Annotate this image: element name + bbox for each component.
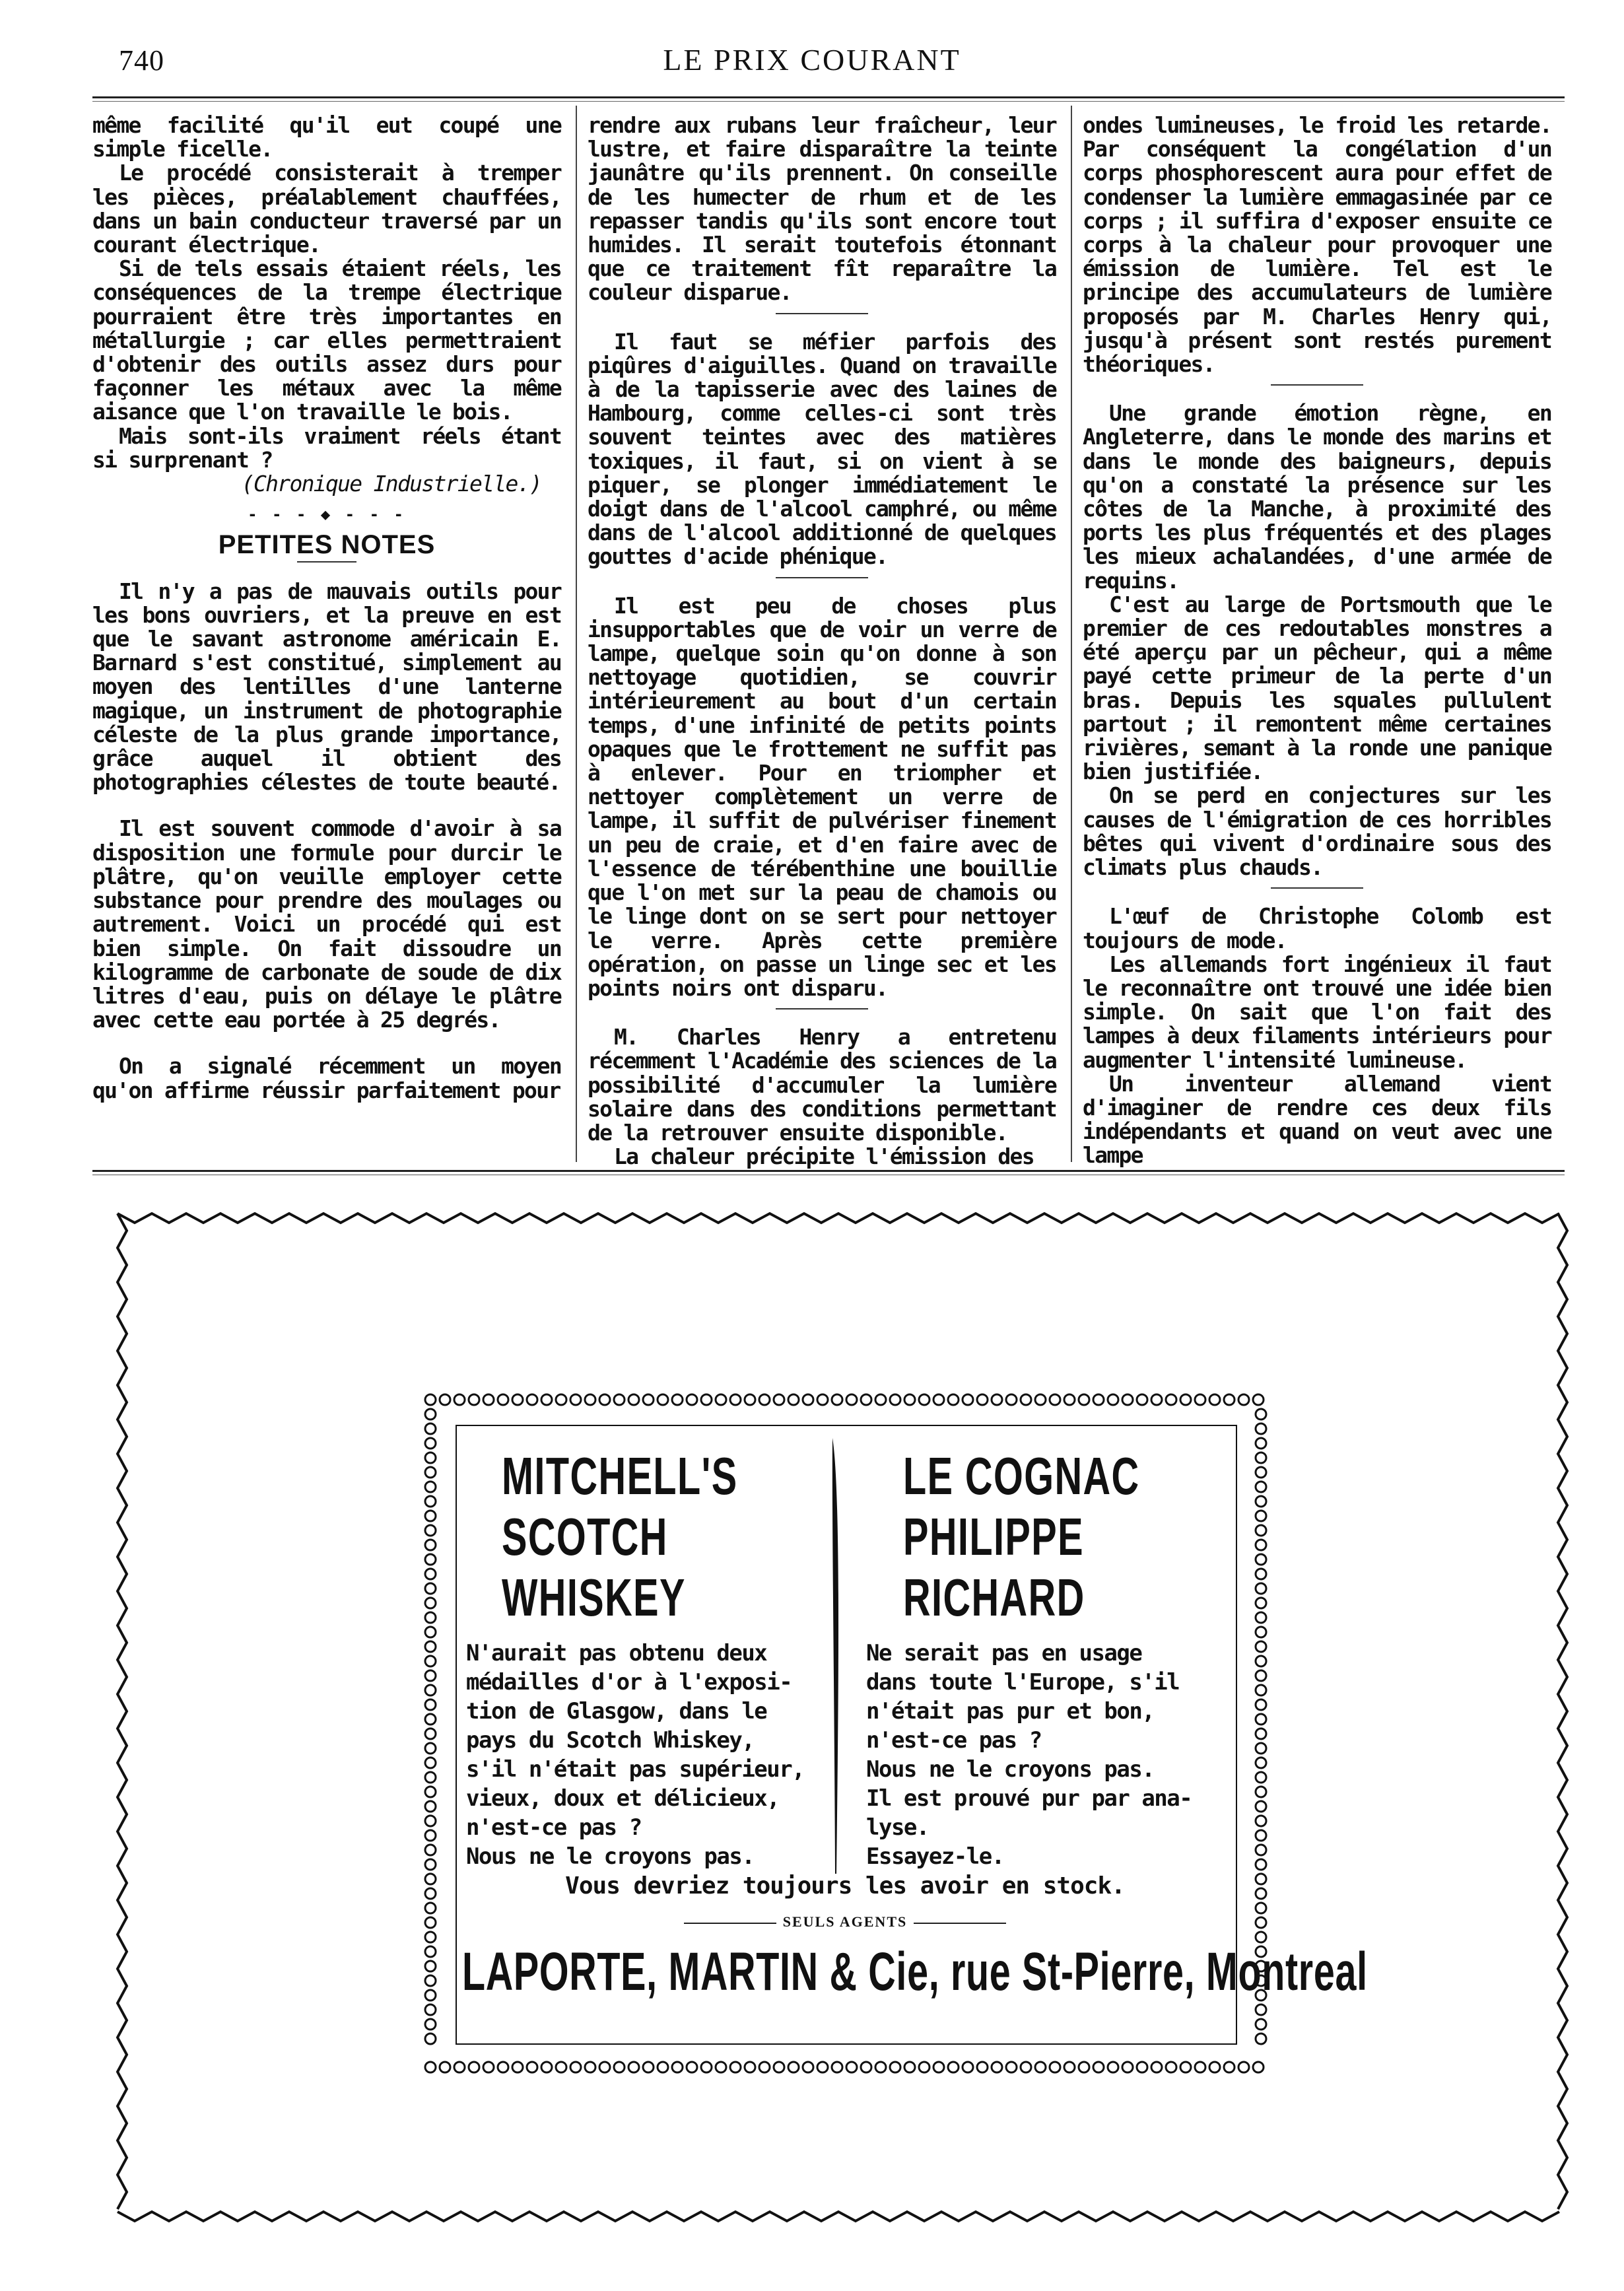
chain-link xyxy=(425,1540,436,1550)
copy-line: tion de Glasgow, dans le xyxy=(466,1698,767,1725)
column-divider xyxy=(1071,106,1072,1162)
chain-link xyxy=(716,2062,726,2072)
divider xyxy=(776,1008,868,1009)
copy-line: n'était pas pur et bon, xyxy=(866,1698,1155,1725)
chain-link xyxy=(1256,1685,1266,1695)
paragraph: Le procédé consisterait à tremper les pièces, préalablement chauffées, dans un bain conducteur traversé par un courant électrique. xyxy=(92,160,561,258)
paragraph: La chaleur précipite l'émission des xyxy=(614,1144,1034,1170)
divider xyxy=(1271,384,1363,386)
chain-link xyxy=(1256,1903,1266,1913)
paragraph: L'œuf de Christophe Colomb est toujours de mode. xyxy=(1083,903,1551,953)
copy-line: Nous ne le croyons pas. xyxy=(466,1843,755,1870)
chain-link xyxy=(425,1511,436,1521)
chain-link xyxy=(1256,1569,1266,1579)
chain-link xyxy=(1256,1758,1266,1768)
chain-link xyxy=(440,1394,450,1405)
chain-link xyxy=(643,1394,654,1405)
chain-link xyxy=(1064,2062,1075,2072)
chain-link xyxy=(643,2062,654,2072)
copy-line: n'est-ce pas ? xyxy=(466,1814,642,1841)
chain-link xyxy=(425,1946,436,1957)
chain-link xyxy=(875,2062,886,2072)
chain-link xyxy=(759,1394,770,1405)
article-column-2 xyxy=(588,114,1056,1169)
zigzag-edge xyxy=(118,1214,127,2209)
chain-link xyxy=(817,2062,828,2072)
chain-link xyxy=(963,2062,973,2072)
heading-line: WHISKEY xyxy=(502,1568,686,1627)
chain-link xyxy=(1151,1394,1162,1405)
chain-link xyxy=(498,1394,508,1405)
chain-link xyxy=(1253,2062,1264,2072)
chain-link xyxy=(1166,1394,1176,1405)
agents-rule xyxy=(914,1923,1006,1924)
chain-link xyxy=(425,1888,436,1899)
chain-link xyxy=(556,1394,566,1405)
chain-link xyxy=(1256,1787,1266,1797)
article-column-1 xyxy=(92,114,561,1103)
paragraph: On se perd en conjectures sur les causes de l'émigration de ces horribles bêtes qui vivent d'ordinaire sous des climats plus chauds. xyxy=(1083,782,1551,881)
chain-link xyxy=(992,1394,1002,1405)
paragraph: même facilité qu'il eut coupé une simple ficelle. xyxy=(92,112,561,162)
chain-link xyxy=(425,1975,436,1986)
chain-link xyxy=(425,1685,436,1695)
chain-link xyxy=(933,1394,944,1405)
chain-link xyxy=(846,2062,857,2072)
ornament-divider: - - - ◆ - - - xyxy=(248,505,406,524)
chain-link xyxy=(628,2062,639,2072)
whiskey-heading xyxy=(502,1446,738,1628)
chain-link xyxy=(425,1525,436,1536)
chain-link xyxy=(904,1394,915,1405)
chain-link xyxy=(1256,1583,1266,1594)
chain-link xyxy=(1256,1772,1266,1783)
chain-link xyxy=(1108,2062,1118,2072)
chain-link xyxy=(440,2062,450,2072)
chain-link xyxy=(1256,1482,1266,1492)
chain-link xyxy=(425,1598,436,1608)
chain-link xyxy=(1256,1699,1266,1710)
chain-link xyxy=(1209,2062,1220,2072)
chain-link xyxy=(1256,1728,1266,1739)
chain-link xyxy=(556,2062,566,2072)
chain-link xyxy=(454,1394,465,1405)
chain-link xyxy=(1256,1816,1266,1826)
paragraph: Les allemands fort ingénieux il faut le reconnaître ont trouvé une idée bien simple. On sait que l'on fait des lampes à deux filaments intérieurs pour augmenter l'intensité lumineuse. xyxy=(1083,951,1551,1073)
chain-link xyxy=(1256,1627,1266,1637)
copy-line: s'il n'était pas supérieur, xyxy=(466,1756,805,1783)
chain-link xyxy=(687,2062,697,2072)
chain-link xyxy=(803,2062,813,2072)
chain-link xyxy=(1256,1888,1266,1899)
chain-link xyxy=(425,1787,436,1797)
chain-link xyxy=(904,2062,915,2072)
chain-link xyxy=(425,1859,436,1870)
chain-link xyxy=(425,1699,436,1710)
copy-line: N'aurait pas obtenu deux xyxy=(466,1640,767,1666)
chain-link xyxy=(1108,1394,1118,1405)
copy-line: médailles d'or à l'exposi- xyxy=(466,1669,792,1695)
chain-link xyxy=(425,1627,436,1637)
chain-link xyxy=(992,2062,1002,2072)
whiskey-copy xyxy=(466,1639,804,1871)
chain-link xyxy=(774,1394,784,1405)
chain-link xyxy=(425,1772,436,1783)
chain-link xyxy=(832,1394,842,1405)
chain-link xyxy=(730,1394,741,1405)
chain-link xyxy=(1050,1394,1060,1405)
chain-link xyxy=(933,2062,944,2072)
chain-link xyxy=(425,2004,436,2015)
chain-link xyxy=(1256,1670,1266,1681)
chain-link xyxy=(1256,1467,1266,1478)
chain-link xyxy=(570,1394,581,1405)
chain-link xyxy=(483,2062,494,2072)
column-divider xyxy=(576,106,577,1162)
paragraph: rendre aux rubans leur fraîcheur, leur lustre, et faire disparaître la teinte jaunâtre qu'ils prennent. On conseille de les humecter de rhum et de les repasser tandis qu'ils sont encore tout humides. Il serait toutefois étonnant que ce traitement fît reparaître la couleur disparue. xyxy=(588,112,1056,306)
heading-line: PHILIPPE xyxy=(903,1507,1084,1566)
chain-link xyxy=(1253,1394,1264,1405)
chain-link xyxy=(628,1394,639,1405)
chain-link xyxy=(875,1394,886,1405)
chain-link xyxy=(1035,1394,1046,1405)
chain-link xyxy=(1093,2062,1104,2072)
chain-link xyxy=(425,1641,436,1652)
chain-link xyxy=(832,2062,842,2072)
chain-link xyxy=(1238,2062,1249,2072)
chain-link xyxy=(1256,1801,1266,1812)
chain-link xyxy=(425,1830,436,1841)
chain-link xyxy=(425,1990,436,2000)
chain-link xyxy=(701,1394,712,1405)
chain-link xyxy=(672,2062,683,2072)
chain-link xyxy=(963,1394,973,1405)
copy-line: lyse. xyxy=(866,1814,929,1841)
chain-link xyxy=(1256,1874,1266,1884)
journal-title: LE PRIX COURANT xyxy=(663,43,961,77)
chain-link xyxy=(1256,1511,1266,1521)
copy-line: Il est prouvé pur par ana- xyxy=(866,1785,1192,1812)
chain-link xyxy=(425,1743,436,1754)
chain-link xyxy=(425,1845,436,1855)
zigzag-edge xyxy=(118,2212,1559,2221)
chain-link xyxy=(745,1394,755,1405)
chain-link xyxy=(585,2062,595,2072)
chain-link xyxy=(425,1961,436,1971)
chain-link xyxy=(614,1394,625,1405)
article-column-3 xyxy=(1083,114,1551,1168)
chain-link xyxy=(1006,2062,1017,2072)
chain-link xyxy=(425,1467,436,1478)
chain-link xyxy=(745,2062,755,2072)
chain-link xyxy=(774,2062,784,2072)
chain-link xyxy=(1256,1409,1266,1419)
chain-link xyxy=(1180,1394,1191,1405)
chain-link xyxy=(599,2062,610,2072)
chain-link xyxy=(1035,2062,1046,2072)
chain-link xyxy=(1256,1438,1266,1449)
chain-link xyxy=(1195,2062,1205,2072)
chain-link xyxy=(425,1496,436,1507)
chain-link xyxy=(1256,1525,1266,1536)
divider xyxy=(1271,887,1363,889)
chain-link xyxy=(1256,1554,1266,1565)
chain-link xyxy=(1256,1845,1266,1855)
chain-link xyxy=(1137,2062,1147,2072)
chain-link xyxy=(512,2062,523,2072)
chain-link xyxy=(1079,1394,1089,1405)
paragraph: M. Charles Henry a entretenu récemment l'Académie des sciences de la possibilité d'accumuler la lumière solaire dans des conditions permettant de la retrouver ensuite disponible. xyxy=(588,1024,1056,1146)
chain-link xyxy=(425,1394,436,1405)
chain-link xyxy=(541,2062,552,2072)
chain-link xyxy=(483,1394,494,1405)
chain-link xyxy=(469,1394,479,1405)
chain-link xyxy=(1224,1394,1235,1405)
page-number: 740 xyxy=(119,44,164,77)
chain-link xyxy=(599,1394,610,1405)
chain-link xyxy=(1021,2062,1031,2072)
heading-line: RICHARD xyxy=(903,1568,1085,1627)
chain-link xyxy=(672,1394,683,1405)
chain-link xyxy=(977,2062,988,2072)
zigzag-edge xyxy=(118,1214,1559,1223)
section-title: PETITES NOTES xyxy=(218,530,436,560)
chain-link xyxy=(1256,1612,1266,1623)
copy-line: vieux, doux et délicieux, xyxy=(466,1785,780,1812)
chain-link xyxy=(1137,1394,1147,1405)
chain-link xyxy=(1256,1743,1266,1754)
chain-link xyxy=(527,1394,537,1405)
divider xyxy=(297,561,356,563)
chain-link xyxy=(498,2062,508,2072)
chain-link xyxy=(1256,1641,1266,1652)
chain-link xyxy=(701,2062,712,2072)
chain-link xyxy=(570,2062,581,2072)
chain-link xyxy=(425,1758,436,1768)
heading-line: SCOTCH xyxy=(502,1507,668,1566)
chain-link xyxy=(890,1394,900,1405)
chain-link xyxy=(658,2062,668,2072)
article-source: (Chronique Industrielle.) xyxy=(241,471,541,497)
chain-link xyxy=(425,1714,436,1725)
copy-line: Essayez-le. xyxy=(866,1843,1004,1870)
chain-link xyxy=(1256,1917,1266,1928)
chain-link xyxy=(1166,2062,1176,2072)
chain-link xyxy=(1224,2062,1235,2072)
chain-link xyxy=(541,1394,552,1405)
chain-link xyxy=(1006,1394,1017,1405)
copy-line: Nous ne le croyons pas. xyxy=(866,1756,1155,1783)
chain-link xyxy=(614,2062,625,2072)
chain-link xyxy=(1256,1423,1266,1434)
chain-link xyxy=(425,2019,436,2030)
chain-link xyxy=(585,1394,595,1405)
chain-link xyxy=(1122,1394,1133,1405)
section-rule xyxy=(92,1170,1565,1175)
chain-link xyxy=(1122,2062,1133,2072)
chain-link xyxy=(1256,1830,1266,1841)
chain-link xyxy=(1064,1394,1075,1405)
chain-link xyxy=(454,2062,465,2072)
paragraph: Il n'y a pas de mauvais outils pour les bons ouvriers, et la preuve en est que le savant astronome américain E. Barnard s'est constitué, simplement au moyen des lentilles d'une lanterne magique, un instrument de photographie céleste de la plus grande importance, grâce auquel il obtient des photographies célestes de toute beauté. xyxy=(92,578,561,796)
chain-link xyxy=(425,1874,436,1884)
zigzag-edge xyxy=(1558,1214,1567,2209)
chain-link xyxy=(890,2062,900,2072)
divider xyxy=(776,577,868,578)
chain-link xyxy=(425,1409,436,1419)
chain-link xyxy=(948,2062,959,2072)
chain-link xyxy=(919,2062,930,2072)
chain-link xyxy=(759,2062,770,2072)
heading-line: LE COGNAC xyxy=(903,1447,1140,1505)
paragraph: On a signalé récemment un moyen qu'on affirme réussir parfaitement pour xyxy=(92,1053,561,1103)
chain-link xyxy=(425,1917,436,1928)
header-rule xyxy=(92,96,1565,102)
chain-link xyxy=(716,1394,726,1405)
chain-link xyxy=(1256,1656,1266,1666)
paragraph: Il est peu de choses plus insupportables que de voir un verre de lampe, quelque soin qu'on donne à son nettoyage quotidien, se couvrir intérieurement au bout d'un certain temps, d'une infinité de petits points opaques que le frottement ne suffit pas à enlever. Pour en triompher et nettoyer complètement un verre de lampe, il suffit de pulvériser finement un peu de craie, et d'en faire avec de l'essence de térébenthine une bouillie que l'on met sur la peau de chamois ou le linge dont on se sert pour nettoyer le verre. Après cette première opération, on passe un linge sec et les points noirs ont disparu. xyxy=(588,592,1056,1001)
copy-line: Ne serait pas en usage xyxy=(866,1640,1142,1666)
chain-link xyxy=(948,1394,959,1405)
chain-link xyxy=(425,1656,436,1666)
chain-link xyxy=(425,1903,436,1913)
company-address: LAPORTE, MARTIN & Cie, rue St-Pierre, Montreal xyxy=(462,1942,1368,2002)
chain-link xyxy=(1256,2034,1266,2044)
chain-link xyxy=(1209,1394,1220,1405)
copy-line: n'est-ce pas ? xyxy=(866,1727,1042,1754)
chain-link xyxy=(1021,1394,1031,1405)
paragraph: Il faut se méfier parfois des piqûres d'aiguilles. Quand on travaille à de la tapisserie avec des laines de Hambourg, comme celles-ci sont très souvent teintes avec des matières toxiques, il faut, si on vient à se piquer, se plonger immédiatement le doigt dans de l'alcool camphré, ou même dans de l'alcool additionné de quelques gouttes d'acide phénique. xyxy=(588,328,1056,570)
chain-link xyxy=(1050,2062,1060,2072)
chain-link xyxy=(425,1801,436,1812)
chain-link xyxy=(803,1394,813,1405)
heading-line: MITCHELL'S xyxy=(502,1447,738,1505)
chain-link xyxy=(425,1728,436,1739)
chain-link xyxy=(817,1394,828,1405)
paragraph: ondes lumineuses, le froid les retarde. Par conséquent la congélation d'un corps phosphorescent aura pour effet de condenser la lumière emmagasinée par ce corps ; il suffira d'exposer ensuite ce corps à la chaleur pour provoquer une émission de lumière. Tel est le principe des accumulateurs de lumière proposés par M. Charles Henry qui, jusqu'à présent sont restés purement théoriques. xyxy=(1083,112,1551,378)
chain-link xyxy=(425,1612,436,1623)
chain-link xyxy=(658,1394,668,1405)
chain-link xyxy=(469,2062,479,2072)
chain-link xyxy=(861,1394,871,1405)
chain-link xyxy=(425,1670,436,1681)
chain-link xyxy=(977,1394,988,1405)
paragraph: Si de tels essais étaient réels, les conséquences de la trempe électrique pourraient être très importantes en métallurgie ; car elles permettraient d'obtenir des outils assez durs pour façonner les métaux avec la même aisance que l'on travaille le bois. xyxy=(92,256,561,425)
ad-column-divider xyxy=(830,1438,841,1874)
copy-line: dans toute l'Europe, s'il xyxy=(866,1669,1180,1695)
chain-link xyxy=(425,2034,436,2044)
chain-link xyxy=(1256,2004,1266,2015)
chain-link xyxy=(425,1583,436,1594)
chain-link xyxy=(1256,1598,1266,1608)
chain-link xyxy=(1079,2062,1089,2072)
chain-link xyxy=(1180,2062,1191,2072)
chain-link xyxy=(527,2062,537,2072)
chain-link xyxy=(1256,1714,1266,1725)
chain-link xyxy=(788,2062,799,2072)
chain-link xyxy=(425,1816,436,1826)
chain-link xyxy=(1238,1394,1249,1405)
chain-link xyxy=(1256,1859,1266,1870)
chain-link xyxy=(861,2062,871,2072)
chain-link xyxy=(425,1438,436,1449)
chain-link xyxy=(846,1394,857,1405)
chain-link xyxy=(425,1423,436,1434)
chain-link xyxy=(1256,1453,1266,1463)
agents-label: SEULS AGENTS xyxy=(782,1913,908,1930)
chain-link xyxy=(687,1394,697,1405)
chain-link xyxy=(730,2062,741,2072)
chain-link xyxy=(1151,2062,1162,2072)
paragraph: Une grande émotion règne, en Angleterre, dans le monde des marins et dans le monde des baigneurs, depuis qu'on a constaté la présence sur les côtes de la Manche, à proximité des ports les plus fréquentés et des plages les mieux achalandées, d'une armée de requins. xyxy=(1083,400,1551,594)
chain-link xyxy=(1093,1394,1104,1405)
chain-link xyxy=(425,2062,436,2072)
copy-line: pays du Scotch Whiskey, xyxy=(466,1727,755,1754)
stock-tagline: Vous devriez toujours les avoir en stock. xyxy=(565,1872,1125,1899)
chain-link xyxy=(1195,1394,1205,1405)
chain-link xyxy=(425,1569,436,1579)
chain-link xyxy=(512,1394,523,1405)
chain-link xyxy=(425,1453,436,1463)
paragraph: Il est souvent commode d'avoir à sa disposition une formule pour durcir le plâtre, qu'on veuille employer cette substance pour prendre des moulages ou autrement. Voici un procédé qui est bien simple. On fait dissoudre un kilogramme de carbonate de soude de dix litres d'eau, puis on délaye le plâtre avec cette eau portée à 25 degrés. xyxy=(92,815,561,1033)
cognac-copy xyxy=(866,1639,1192,1871)
chain-link xyxy=(425,1554,436,1565)
paragraph: Un inventeur allemand vient d'imaginer de rendre ces deux fils indépendants et quand on veut avec une lampe xyxy=(1083,1070,1551,1169)
cognac-heading xyxy=(903,1446,1140,1628)
agents-rule xyxy=(684,1923,776,1924)
chain-link xyxy=(1256,1540,1266,1550)
agents-label-row xyxy=(456,1913,1235,1931)
chain-link xyxy=(1256,2019,1266,2030)
paragraph: C'est au large de Portsmouth que le premier de ces redoutables monstres a été aperçu par un pêcheur, qui a même payé cette primeur de la perte d'un bras. Depuis les squales pullulent partout ; il remontent même certaines rivières, semant à la ronde une panique bien justifiée. xyxy=(1083,591,1551,785)
chain-link xyxy=(788,1394,799,1405)
divider xyxy=(776,313,868,314)
paragraph: Mais sont-ils vraiment réels étant si surprenant ? xyxy=(92,423,561,473)
chain-link xyxy=(1256,1496,1266,1507)
chain-link xyxy=(919,1394,930,1405)
chain-link xyxy=(425,1932,436,1942)
chain-link xyxy=(425,1482,436,1492)
